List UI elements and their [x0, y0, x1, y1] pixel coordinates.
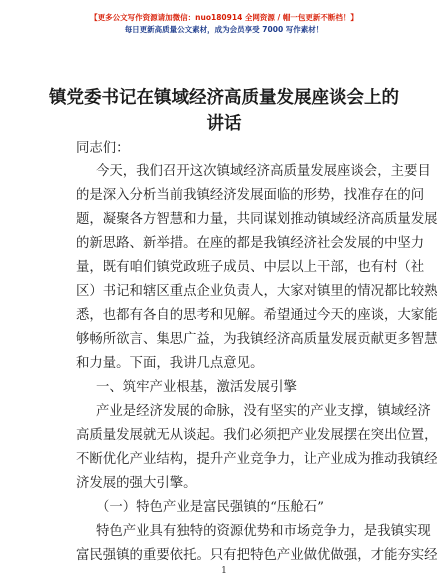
intro-line: 区）书记和辖区重点企业负责人，大家对镇里的情况都比较熟: [76, 284, 438, 299]
intro-line: 和力量。下面，我讲几点意见。: [76, 356, 264, 371]
page-number: 1: [221, 566, 227, 576]
intro-line: 量，既有咱们镇党政班子成员、中层以上干部，也有村（社: [76, 260, 425, 275]
intro-line: 够畅所欲言、集思广益，为我镇经济高质量发展贡献更多智慧: [76, 332, 438, 347]
section-line: 产业是经济发展的命脉，没有坚实的产业支撑，镇域经济: [96, 404, 431, 419]
intro-line: 的是深入分析当前我镇经济发展面临的形势，找准存在的问: [76, 188, 425, 203]
intro-line: 的新思路、新举措。在座的都是我镇经济社会发展的中坚力: [76, 236, 425, 251]
section-line: 高质量发展就无从谈起。我们必须把产业发展摆在突出位置，: [76, 428, 438, 443]
intro-line: 今天，我们召开这次镇域经济高质量发展座谈会，主要目: [96, 164, 431, 179]
promo-banner-line-2: 每日更新高质量公文素材，成为会员享受 7000 写作素材！: [124, 25, 324, 34]
section-heading: 一、筑牢产业根基，激活发展引擎: [96, 380, 297, 395]
section-line: 不断优化产业结构，提升产业竞争力，让产业成为推动我镇经: [76, 452, 438, 467]
subsection-line: 富民强镇的重要依托。只有把特色产业做优做强，才能夯实经: [76, 548, 438, 563]
subsection-heading: （一）特色产业是富民强镇的“压舱石”: [96, 500, 324, 515]
promo-banner-line-1: 【更多公文写作资源请加微信：nuo180914 全网资源 / 帽一包更新不断档！】: [90, 13, 358, 22]
document-title-line-1: 镇党委书记在镇域经济高质量发展座谈会上的: [49, 88, 399, 108]
intro-line: 题，凝聚各方智慧和力量，共同谋划推动镇域经济高质量发展: [76, 212, 438, 227]
document-title-line-2: 讲话: [206, 114, 242, 134]
section-line: 济发展的强大引擎。: [76, 476, 197, 491]
salutation: 同志们：: [76, 141, 130, 156]
intro-line: 悉，也都有各自的思考和见解。希望通过今天的座谈，大家能: [76, 308, 438, 323]
subsection-line: 特色产业具有独特的资源优势和市场竞争力，是我镇实现: [96, 524, 431, 539]
